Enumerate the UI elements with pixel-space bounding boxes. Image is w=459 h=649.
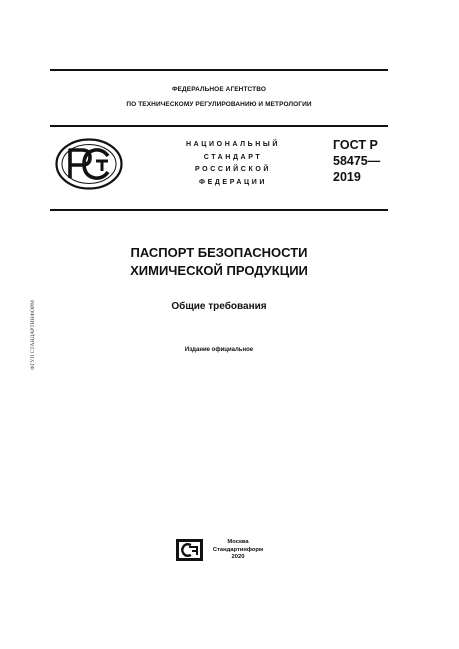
gost-line-1: ГОСТ Р	[333, 138, 378, 152]
title-line-2: ХИМИЧЕСКОЙ ПРОДУКЦИИ	[130, 263, 308, 278]
publisher-name: Стандартинформ	[212, 546, 264, 553]
standard-type-block	[168, 139, 298, 189]
standartinform-logo-icon	[176, 539, 203, 561]
standard-rule	[50, 209, 388, 211]
gost-r-certification-mark-icon	[55, 138, 123, 190]
standard-line-1: НАЦИОНАЛЬНЫЙ	[186, 141, 280, 148]
gost-line-3: 2019	[333, 170, 361, 184]
side-stamp: ФГУП СТАНДАРТИНФОРМ	[30, 300, 36, 370]
top-rule-thick	[50, 69, 388, 71]
publisher-block	[208, 539, 268, 562]
gost-designation	[333, 137, 380, 185]
standard-line-3: РОССИЙСКОЙ	[195, 166, 271, 173]
standard-line-2: СТАНДАРТ	[203, 153, 263, 161]
header-rule	[50, 125, 388, 127]
title-line-1: ПАСПОРТ БЕЗОПАСНОСТИ	[130, 245, 308, 260]
edition-note: Издание официальное	[184, 347, 254, 353]
document-subtitle: Общие требования	[171, 301, 267, 312]
agency-line-2: ПО ТЕХНИЧЕСКОМУ РЕГУЛИРОВАНИЮ И МЕТРОЛОГИИ	[126, 101, 312, 108]
document-title	[50, 244, 388, 280]
publisher-year: 2020	[231, 554, 245, 560]
agency-line-1: ФЕДЕРАЛЬНОЕ АГЕНТСТВО	[171, 86, 267, 93]
standard-line-4: ФЕДЕРАЦИИ	[199, 178, 267, 186]
publisher-city: Москва	[227, 539, 249, 545]
gost-line-2: 58475—	[333, 154, 381, 168]
